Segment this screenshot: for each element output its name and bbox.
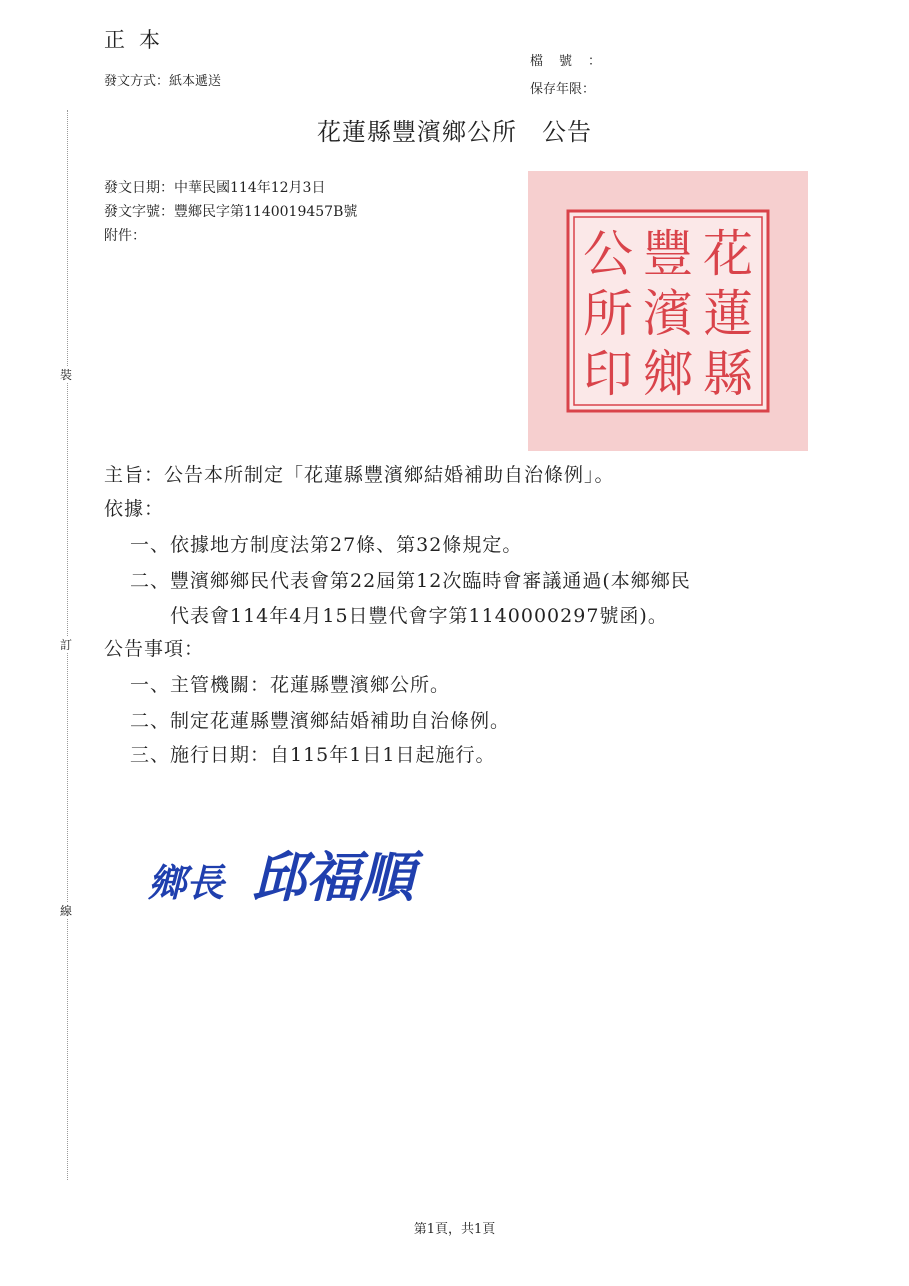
notice-heading: 公告事項： (104, 638, 205, 660)
signature-name: 邱福順 (252, 846, 415, 909)
archive-number-label: 檔號： (530, 54, 618, 69)
subject-line: 主旨：公告本所制定「花蓮縣豐濱鄉結婚補助自治條例」。 (104, 464, 615, 486)
page-number: 第1頁，共1頁 (413, 1222, 496, 1237)
retention-period-label: 保存年限： (530, 82, 596, 97)
signature-title: 鄉長 (148, 861, 225, 905)
issue-date: 發文日期：中華民國114年12月3日 (104, 180, 326, 196)
seal-glyph: 縣 (703, 345, 753, 403)
basis-item-1: 一、依據地方制度法第27條、第32條規定。 (130, 534, 523, 556)
binding-mark-ding: 訂 (60, 638, 73, 652)
document-title: 花蓮縣豐濱鄉公所 公告 (317, 118, 592, 146)
basis-item-2-cont: 代表會114年4月15日豐代會字第1140000297號函)。 (170, 605, 668, 627)
attachment-label: 附件： (104, 228, 146, 244)
seal-glyph: 鄉 (643, 345, 693, 403)
official-seal (528, 171, 808, 451)
seal-glyph: 印 (583, 345, 633, 403)
notice-item-2: 二、制定花蓮縣豐濱鄉結婚補助自治條例。 (130, 710, 511, 732)
seal-glyph: 豐 (643, 225, 693, 283)
seal-glyph: 濱 (643, 285, 693, 343)
seal-glyph: 公 (583, 225, 633, 283)
seal-glyph: 花 (703, 225, 753, 283)
signature (148, 835, 414, 912)
basis-item-2: 二、豐濱鄉鄉民代表會第22屆第12次臨時會審議通過(本鄉鄉民 (130, 570, 691, 592)
copy-label: 正本 (104, 28, 174, 52)
seal-glyph: 所 (583, 285, 633, 343)
send-method: 發文方式：紙本遞送 (104, 74, 222, 89)
binding-mark-xian: 線 (60, 904, 73, 918)
notice-item-3: 三、施行日期：自115年1日1日起施行。 (130, 744, 496, 766)
basis-heading: 依據： (104, 498, 165, 520)
reference-number: 發文字號：豐鄉民字第1140019457B號 (104, 204, 358, 220)
seal-glyph: 蓮 (703, 285, 753, 343)
binding-mark-zhuang: 裝 (60, 368, 73, 382)
seal-image (528, 171, 808, 451)
notice-item-1: 一、主管機關：花蓮縣豐濱鄉公所。 (130, 674, 451, 696)
